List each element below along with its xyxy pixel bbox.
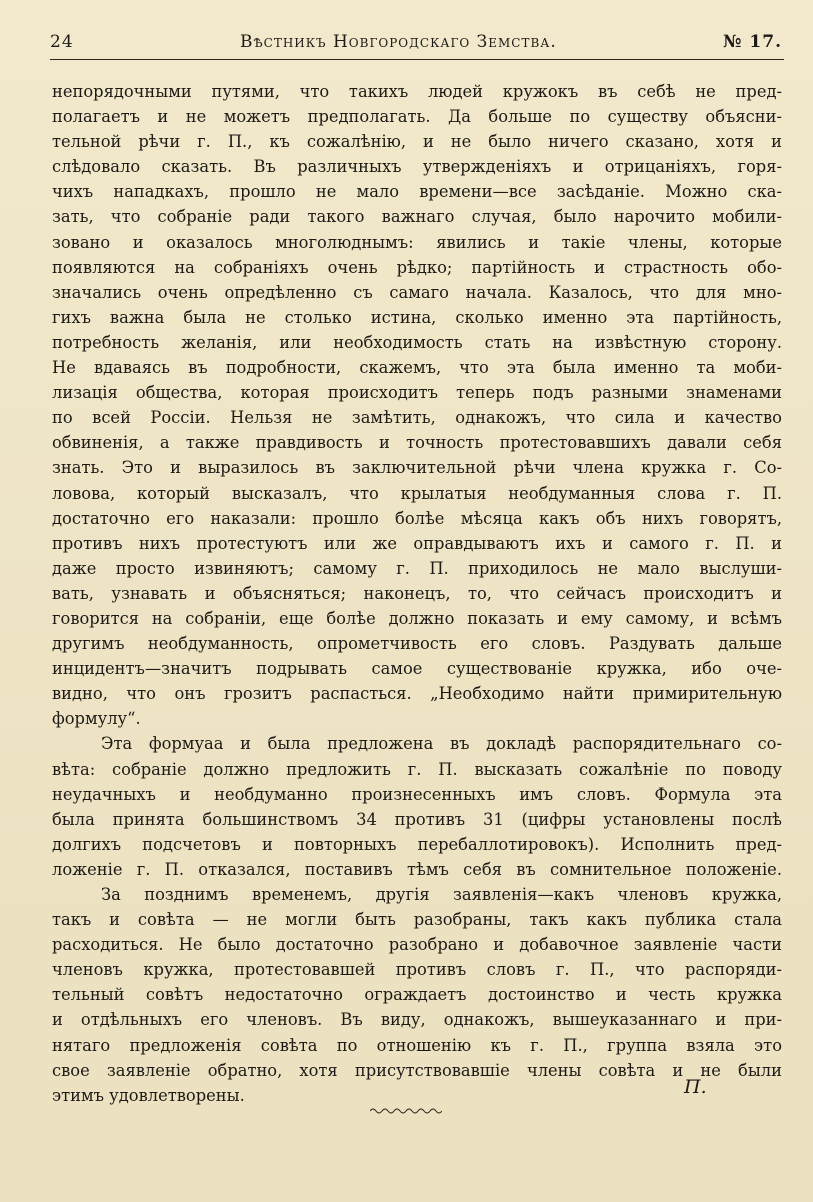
header-rule (50, 59, 784, 60)
text-line: достаточно его наказали: прошло болѣе мѣсяца какъ объ нихъ говорятъ, (52, 508, 782, 528)
text-line: неудачныхъ и необдуманно произнесенныхъ имъ словъ. Формула эта (52, 784, 782, 804)
text-line: такъ и совѣта — не могли быть разобраны, такъ какъ публика стала (52, 910, 782, 930)
text-line: нятаго предложенія совѣта по отношенію къ г. П., группа взяла это (52, 1035, 782, 1055)
text-line: полагаетъ и не можетъ предполагать. Да больше по существу объясни- (52, 107, 782, 127)
text-line: лизація общества, которая происходитъ теперь подъ разными знаменами (52, 383, 782, 403)
text-line: появляются на собраніяхъ очень рѣдко; партійность и страстность обо- (52, 257, 782, 277)
paragraph-start-line: За позднимъ временемъ, другія заявленія—какъ членовъ кружка, (101, 885, 782, 904)
text-line: тельный совѣтъ недостаточно ограждаетъ достоинство и честь кружка (52, 985, 782, 1005)
text-line: тельной рѣчи г. П., къ сожалѣнію, и не было ничего сказано, хотя и (52, 132, 782, 152)
text-line: слѣдовало сказать. Въ различныхъ утвержденіяхъ и отрицаніяхъ, горя- (52, 157, 782, 177)
text-line: ложеніе г. П. отказался, поставивъ тѣмъ себя въ сомнительное положеніе. (52, 859, 782, 879)
text-line: потребность желанія, или необходимость стать на извѣстную сторону. (52, 332, 782, 352)
issue-number: № 17. (723, 32, 782, 52)
text-line: и отдѣльныхъ его членовъ. Въ виду, однакожъ, вышеуказаннаго и при- (52, 1010, 782, 1030)
journal-title: Вѣстникъ Новгородскаго Земства. (240, 32, 557, 52)
text-line: видно, что онъ грозитъ распасться. „Необходимо найти примирительную (52, 684, 782, 704)
text-line: непорядочными путями, что такихъ людей кружокъ въ себѣ не пред- (52, 82, 782, 101)
text-line: противъ нихъ протестуютъ или же оправдываютъ ихъ и самого г. П. и (52, 533, 782, 553)
text-line: гихъ важна была не столько истина, сколько именно эта партійность, (52, 307, 782, 327)
text-line: по всей Россіи. Нельзя не замѣтить, однакожъ, что сила и качество (52, 408, 782, 428)
paragraph-start-line: Эта формуаа и была предложена въ докладѣ распорядительнаго со- (101, 734, 782, 754)
text-line: долгихъ подсчетовъ и повторныхъ перебаллотировокъ). Исполнить пред- (52, 834, 782, 854)
paragraph-end-line: формулу“. (52, 709, 141, 729)
text-line: даже просто извиняютъ; самому г. П. приходилось не мало выслуши- (52, 558, 782, 578)
text-line: членовъ кружка, протестовавшей противъ словъ г. П., что распоряди- (52, 960, 782, 980)
text-line: говорится на собраніи, еще болѣе должно показать и ему самому, и всѣмъ (52, 608, 782, 628)
text-line: другимъ необдуманность, опрометчивость его словъ. Раздувать дальше (52, 634, 782, 654)
text-line: зовано и оказалось многолюднымъ: явились и такіе члены, которые (52, 232, 782, 252)
text-line: свое заявленіе обратно, хотя присутствовавшіе члены совѣта и не были (52, 1060, 782, 1080)
text-line: Не вдаваясь въ подробности, скажемъ, что эта была именно та моби- (52, 358, 782, 378)
article-body (52, 79, 782, 1108)
author-signature: П. (684, 1076, 707, 1098)
paragraph-end-line: этимъ удовлетворены. (52, 1085, 245, 1105)
text-line: инцидентъ—значитъ подрывать самое существованіе кружка, ибо оче- (52, 659, 782, 679)
text-line: зать, что собраніе ради такого важнаго случая, было нарочито мобили- (52, 207, 782, 227)
text-line: чихъ нападкахъ, прошло не мало времени—все засѣданіе. Можно ска- (52, 182, 782, 202)
text-line: вать, узнавать и объясняться; наконецъ, то, что сейчасъ происходитъ и (52, 583, 782, 603)
page-number: 24 (50, 32, 74, 52)
text-line: ловова, который высказалъ, что крылатыя необдуманныя слова г. П. (52, 483, 782, 503)
text-line: знать. Это и выразилось въ заключительной рѣчи члена кружка г. Со- (52, 458, 782, 478)
wavy-divider-ornament (370, 1106, 442, 1116)
text-line: обвиненія, а также правдивость и точность протестовавшихъ давали себя (52, 433, 782, 453)
text-line: значались очень опредѣленно съ самаго начала. Казалось, что для мно- (52, 282, 782, 302)
text-line: была принята большинствомъ 34 противъ 31 (цифры установлены послѣ (52, 809, 782, 829)
page-header (50, 28, 782, 58)
text-line: расходиться. Не было достаточно разобрано и добавочное заявленіе части (52, 935, 782, 955)
text-line: вѣта: собраніе должно предложить г. П. высказать сожалѣніе по поводу (52, 759, 782, 779)
